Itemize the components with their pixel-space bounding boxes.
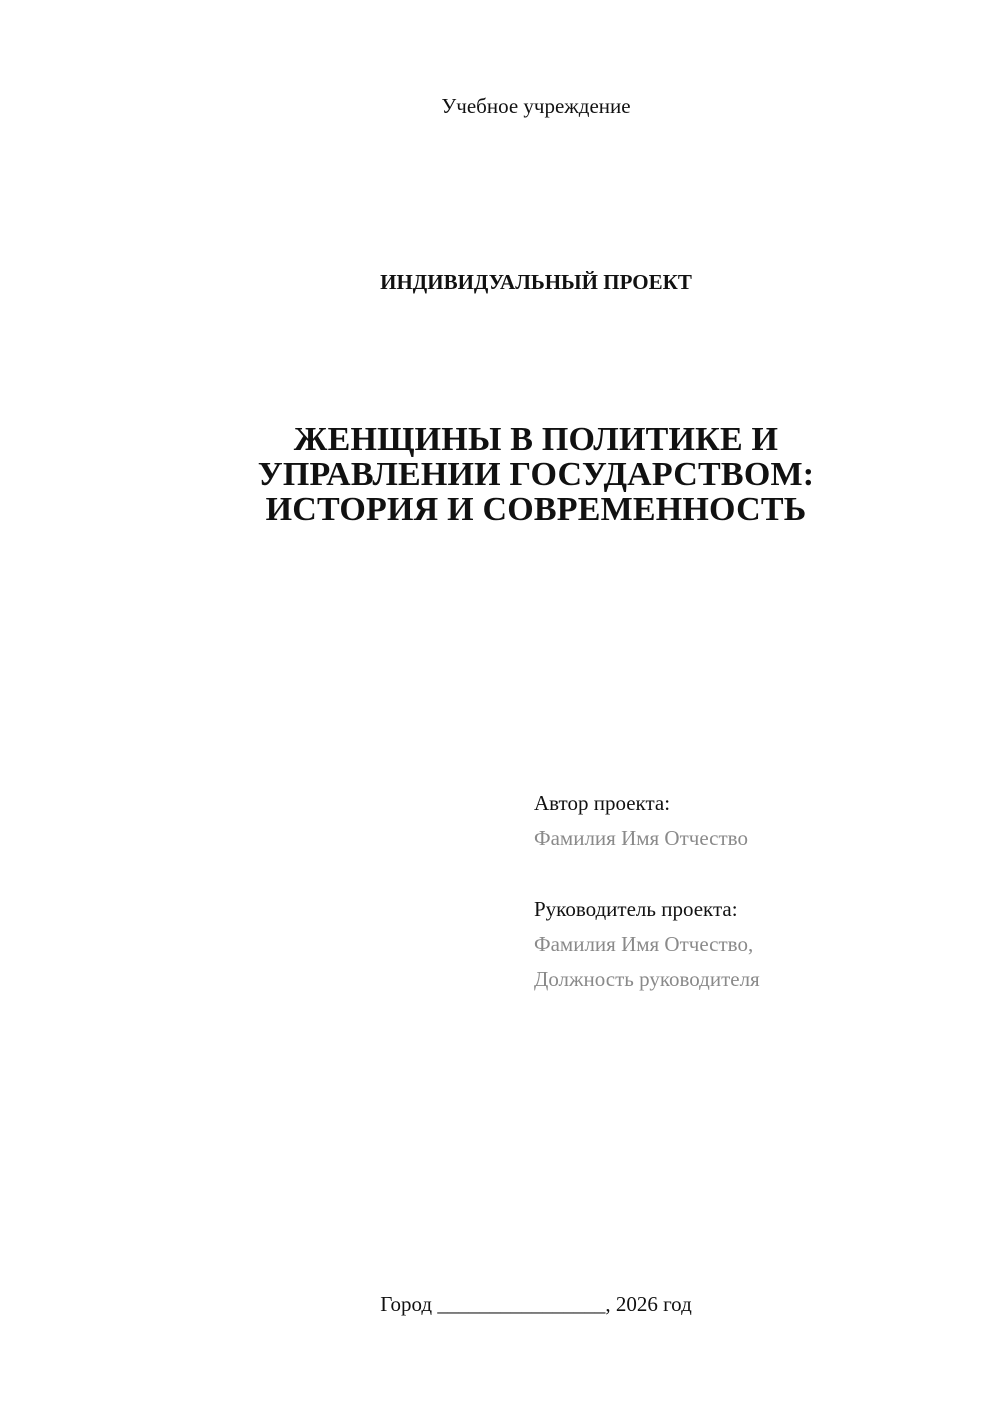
supervisor-name: Фамилия Имя Отчество, [534,932,754,956]
author-block [534,786,974,856]
project-title-line: УПРАВЛЕНИИ ГОСУДАРСТВОМ: [257,456,815,493]
city-year-line: Город ________________, 2026 год [380,1292,692,1316]
supervisor-block [534,892,974,997]
project-type-heading: ИНДИВИДУАЛЬНЫЙ ПРОЕКТ [380,270,692,294]
project-title [0,422,1000,527]
project-title-line: ЖЕНЩИНЫ В ПОЛИТИКЕ И [293,421,779,458]
project-title-line: ИСТОРИЯ И СОВРЕМЕННОСТЬ [265,491,807,528]
author-name: Фамилия Имя Отчество [534,826,748,850]
supervisor-label: Руководитель проекта: [534,897,738,921]
institution-name: Учебное учреждение [441,94,631,118]
author-label: Автор проекта: [534,791,671,815]
supervisor-position: Должность руководителя [534,967,760,991]
